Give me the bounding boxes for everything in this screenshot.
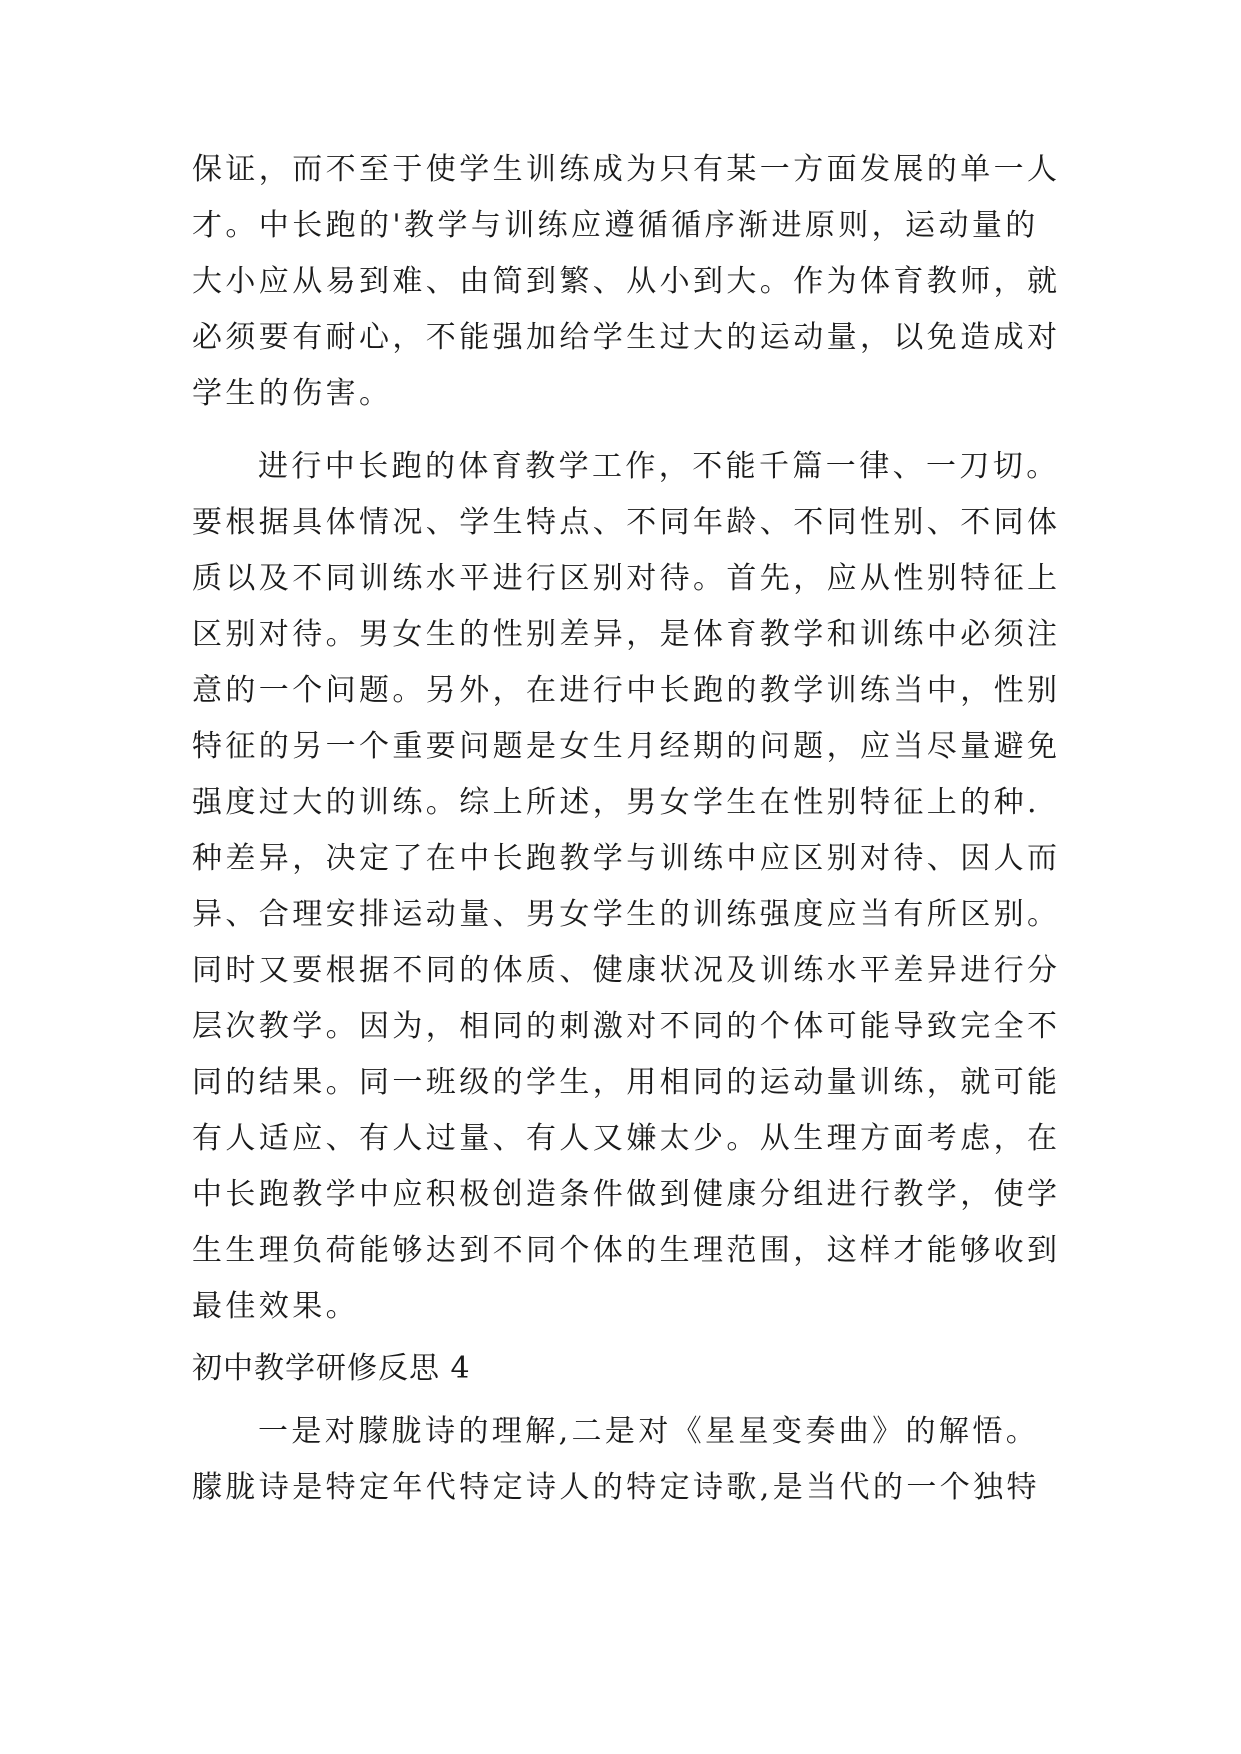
text-line: 强度过大的训练。综上所述，男女学生在性别特征上的种. — [192, 785, 1040, 820]
text-line: 必须要有耐心，不能强加给学生过大的运动量，以免造成对 — [192, 320, 1061, 355]
text-line: 同的结果。同一班级的学生，用相同的运动量训练，就可能 — [192, 1065, 1061, 1100]
text-line: 大小应从易到难、由简到繁、从小到大。作为体育教师，就 — [192, 264, 1061, 299]
text-line: 保证，而不至于使学生训练成为只有某一方面发展的单一人 — [192, 152, 1061, 187]
text-line: 中长跑教学中应积极创造条件做到健康分组进行教学，使学 — [192, 1177, 1061, 1212]
text-line: 最佳效果。 — [192, 1289, 359, 1324]
text-line: 要根据具体情况、学生特点、不同年龄、不同性别、不同体 — [192, 505, 1061, 540]
text-line: 生生理负荷能够达到不同个体的生理范围，这样才能够收到 — [192, 1233, 1061, 1268]
text-line: 学生的伤害。 — [192, 376, 393, 411]
text-line: 有人适应、有人过量、有人又嫌太少。从生理方面考虑，在 — [192, 1121, 1061, 1156]
text-line: 层次教学。因为，相同的刺激对不同的个体可能导致完全不 — [192, 1009, 1061, 1044]
text-line: 朦胧诗是特定年代特定诗人的特定诗歌,是当代的一个独特 — [192, 1470, 1040, 1505]
text-line: 特征的另一个重要问题是女生月经期的问题，应当尽量避免 — [192, 729, 1061, 764]
text-line: 意的一个问题。另外，在进行中长跑的教学训练当中，性别 — [192, 673, 1061, 708]
text-line: 异、合理安排运动量、男女学生的训练强度应当有所区别。 — [192, 897, 1061, 932]
paragraph-first-line: 进行中长跑的体育教学工作，不能千篇一律、一刀切。 — [258, 449, 1060, 484]
text-line: 种差异，决定了在中长跑教学与训练中应区别对待、因人而 — [192, 841, 1061, 876]
text-line: 才。中长跑的'教学与训练应遵循循序渐进原则，运动量的 — [192, 208, 1039, 243]
text-line: 质以及不同训练水平进行区别对待。首先，应从性别特征上 — [192, 561, 1061, 596]
section-heading: 初中教学研修反思 4 — [192, 1351, 471, 1386]
paragraph-first-line: 一是对朦胧诗的理解,二是对《星星变奏曲》的解悟。 — [258, 1414, 1040, 1449]
text-line: 同时又要根据不同的体质、健康状况及训练水平差异进行分 — [192, 953, 1061, 988]
text-line: 区别对待。男女生的性别差异，是体育教学和训练中必须注 — [192, 617, 1061, 652]
